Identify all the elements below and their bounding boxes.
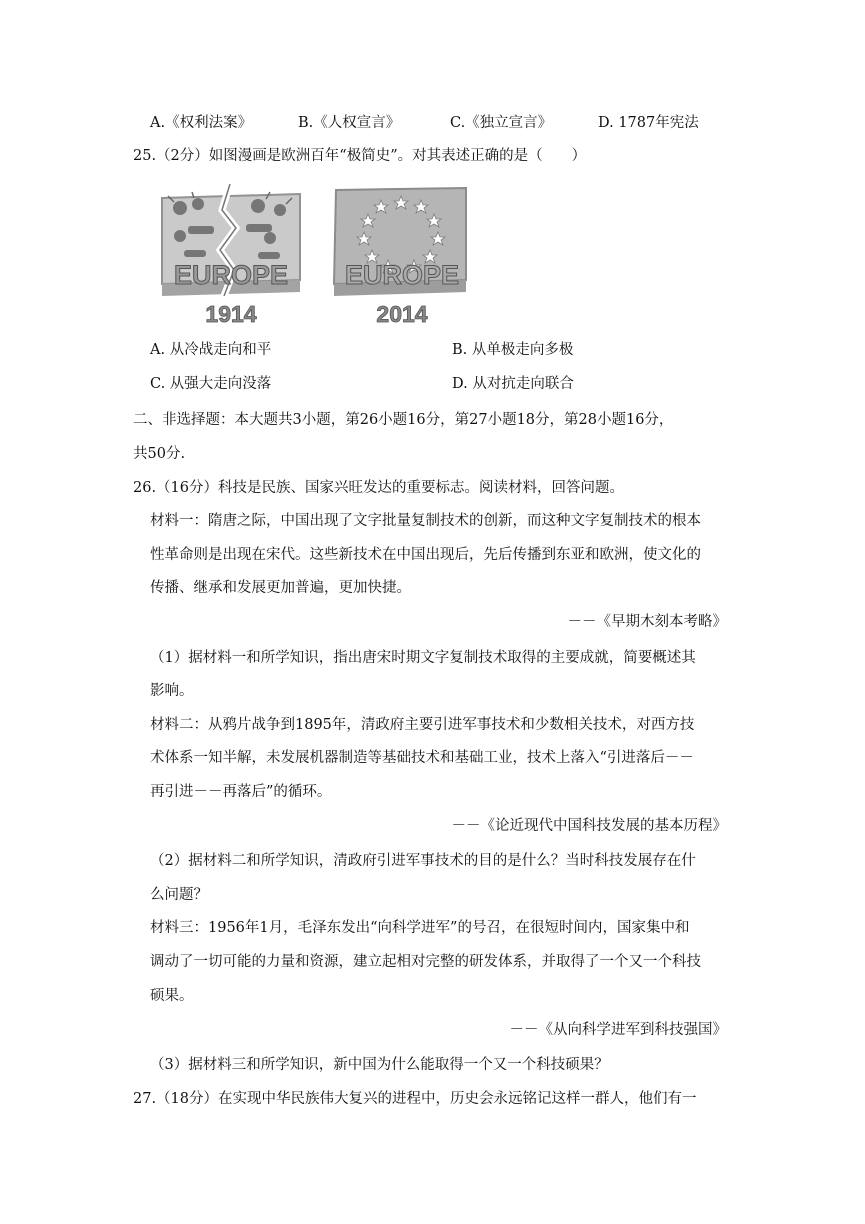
q24-option-b: B.《人权宣言》 <box>298 115 401 131</box>
q26-material3-source: －－《从向科学进军到科技强国》 <box>509 1022 727 1038</box>
comic-europe-2014 <box>326 180 476 328</box>
q26-material1-line2: 性革命则是出现在宋代。这些新技术在中国出现后，先后传播到东亚和欧洲，使文化的 <box>150 547 701 563</box>
comic-europe-1914 <box>158 180 304 328</box>
q26-question2-line2: 么问题？ <box>150 887 208 903</box>
q26-material3-line3: 硕果。 <box>150 988 194 1004</box>
q24-option-a: A.《权利法案》 <box>150 115 253 131</box>
q26-question2-line1: （2）据材料二和所学知识，清政府引进军事技术的目的是什么？当时科技发展存在什 <box>150 853 696 869</box>
q25-stem: 25.（2分）如图漫画是欧洲百年“极简史”。对其表述正确的是（ ） <box>133 148 587 164</box>
q24-option-c: C.《独立宣言》 <box>450 115 553 131</box>
q26-material2-line3: 再引进－－再落后”的循环。 <box>150 784 332 800</box>
q25-option-d: D. 从对抗走向联合 <box>452 376 574 392</box>
q27-stem: 27.（18分）在实现中华民族伟大复兴的进程中，历史会永远铭记这样一群人，他们有一 <box>133 1091 697 1107</box>
q26-material2-source: －－《论近现代中国科技发展的基本历程》 <box>451 818 727 834</box>
comic-left-word: EUROPE <box>173 260 289 290</box>
q26-question3-line1: （3）据材料三和所学知识，新中国为什么能取得一个又一个科技硕果？ <box>150 1057 609 1073</box>
q26-material3-line1: 材料三：1956年1月，毛泽东发出“向科学进军”的号召，在很短时间内，国家集中和 <box>150 920 690 936</box>
q26-material2-line2: 术体系一知半解，未发展机器制造等基础技术和基础工业，技术上落入“引进落后－－ <box>150 750 694 766</box>
q26-material1-source: －－《早期木刻本考略》 <box>567 614 727 630</box>
q25-option-a: A. 从冷战走向和平 <box>150 342 272 358</box>
q26-material1-line1: 材料一：隋唐之际，中国出现了文字批量复制技术的创新，而这种文字复制技术的根本 <box>150 513 701 529</box>
q26-stem: 26.（16分）科技是民族、国家兴旺发达的重要标志。阅读材料，回答问题。 <box>133 480 625 496</box>
q26-material1-line3: 传播、继承和发展更加普遍，更加快捷。 <box>150 580 411 596</box>
comic-right-year: 2014 <box>376 301 428 327</box>
section2-line2: 共50分. <box>133 446 186 462</box>
q26-question1-line1: （1）据材料一和所学知识，指出唐宋时期文字复制技术取得的主要成就，简要概述其 <box>150 650 696 666</box>
q26-material3-line2: 调动了一切可能的力量和资源，建立起相对完整的研发体系，并取得了一个又一个科技 <box>150 954 701 970</box>
q26-material2-line1: 材料二：从鸦片战争到1895年，清政府主要引进军事技术和少数相关技术，对西方技 <box>150 717 695 733</box>
q25-option-c: C. 从强大走向没落 <box>150 376 272 392</box>
q26-question1-line2: 影响。 <box>150 683 194 699</box>
section2-line1: 二、非选择题：本大题共3小题，第26小题16分，第27小题18分，第28小题16分， <box>133 412 674 428</box>
comic-left-year: 1914 <box>205 301 257 327</box>
q24-option-d: D. 1787年宪法 <box>598 115 699 131</box>
comic-right-word: EUROPE <box>344 260 460 290</box>
q25-option-b: B. 从单极走向多极 <box>452 342 574 358</box>
